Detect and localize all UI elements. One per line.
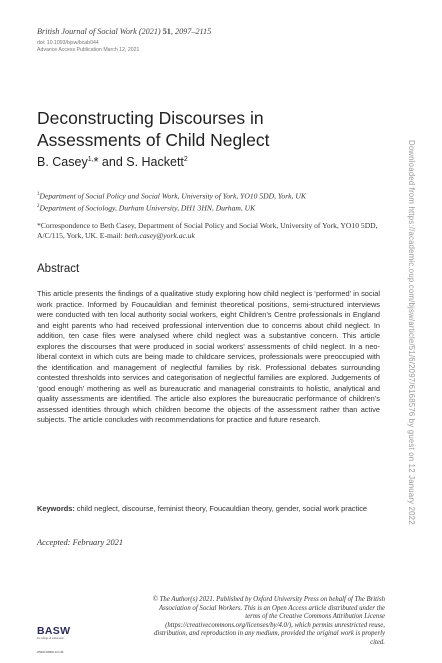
affiliation-2-num: 2 (37, 203, 40, 209)
journal-volume: 51 (162, 27, 171, 36)
journal-citation: British Journal of Social Work (2021) 51, 2097–2115 (37, 27, 212, 36)
journal-pages: 2097–2115 (174, 27, 212, 36)
journal-name: British Journal of Social Work (37, 27, 137, 36)
affiliation-1-num: 1 (37, 192, 40, 197)
affiliations (37, 190, 382, 213)
affiliation-1-text: Department of Social Policy and Social Work, University of York, YO10 5DD, York, UK (39, 191, 306, 201)
abstract-body: This article presents the findings of a qualitative study exploring how child neglect is ‘performed’ in social work practice. Informed by Foucauldian and feminist theoretical positions, semi-structured interviews were conducted with ten local authority social workers, eight Children’s Centre professionals in England and eight parents who had received professional intervention due to concerns about child neglect. In addition, ten case files were analysed where child neglect was a substantive concern. This article explores the discourses that were produced in social workers’ assessments of child neglect. In a neo-liberal context in which cuts are being made to childcare services, professionals were preoccupied with the identification and management of neglectful families by risk. Professional debates surrounding contested thresholds into services and categorisation of neglectful families are explored. Judgements of ‘good enough’ mothering as well as bureaucratic and managerial constraints to holistic, analytical and quality assessments are identified. The article also explores the bureaucratic performance of children’s assessed identities through which children become the objects of the assessment rather than active subjects. The article concludes with recommendations for practice and future research. (37, 289, 380, 424)
logo-text: BASW (37, 625, 71, 637)
author-connector: and (98, 155, 127, 169)
basw-url[interactable]: www.basw.co.uk (37, 650, 64, 654)
correspondence-text: *Correspondence to Beth Casey, Department of Social Policy and Social Work, University of York, YO10 5DD, A/C/115, York, UK. E-mail: (37, 221, 378, 240)
keywords-label: Keywords: (37, 504, 75, 513)
author-2-affil: 2 (183, 155, 188, 163)
copyright-notice: © The Author(s) 2021. Published by Oxford University Press on behalf of The British Association of Social Workers. This is an Open Access article distributed under the terms of the Creative Commons Attribution License (https://creativecommons.org/licenses/by/4.0/), which permits unrestricted reuse, distribution, and reproduction in any medium, provided the original work is properly cited. (152, 596, 385, 646)
article-title: Deconstructing Discourses in Assessments of Child Neglect (37, 108, 270, 150)
keywords (37, 504, 380, 515)
author-2: S. Hackett (126, 155, 184, 169)
doi: doi: 10.1093/bjsw/bcab044 (37, 40, 99, 46)
logo-subtitle: the college of social work (37, 637, 64, 640)
keywords-list: child neglect, discourse, feminist theory, Foucauldian theory, gender, social work practice (74, 504, 368, 513)
author-1: B. Casey (37, 155, 88, 169)
abstract-heading: Abstract (37, 263, 80, 275)
download-notice: Downloaded from https://academic.oup.com/bjsw/article/51/6/2097/6168576 by guest on 12 January 2022 (407, 140, 416, 525)
author-line (37, 155, 188, 169)
accepted-date: Accepted: February 2021 (37, 538, 124, 547)
correspondence-email[interactable]: beth.casey@york.ac.uk (124, 231, 195, 240)
author-1-affil: 1, (87, 155, 94, 163)
basw-logo (37, 625, 73, 640)
journal-year: (2021) (138, 27, 161, 36)
affiliation-1 (37, 190, 382, 202)
correspondence (37, 221, 382, 241)
corresponding-mark: * (93, 155, 99, 169)
affiliation-2-text: Department of Sociology, Durham University, DH1 3HN, Durham, UK (39, 203, 256, 213)
advance-access: Advance Access Publication March 12, 2021 (37, 47, 140, 53)
affiliation-2 (37, 202, 382, 214)
download-sidebar (396, 140, 416, 560)
